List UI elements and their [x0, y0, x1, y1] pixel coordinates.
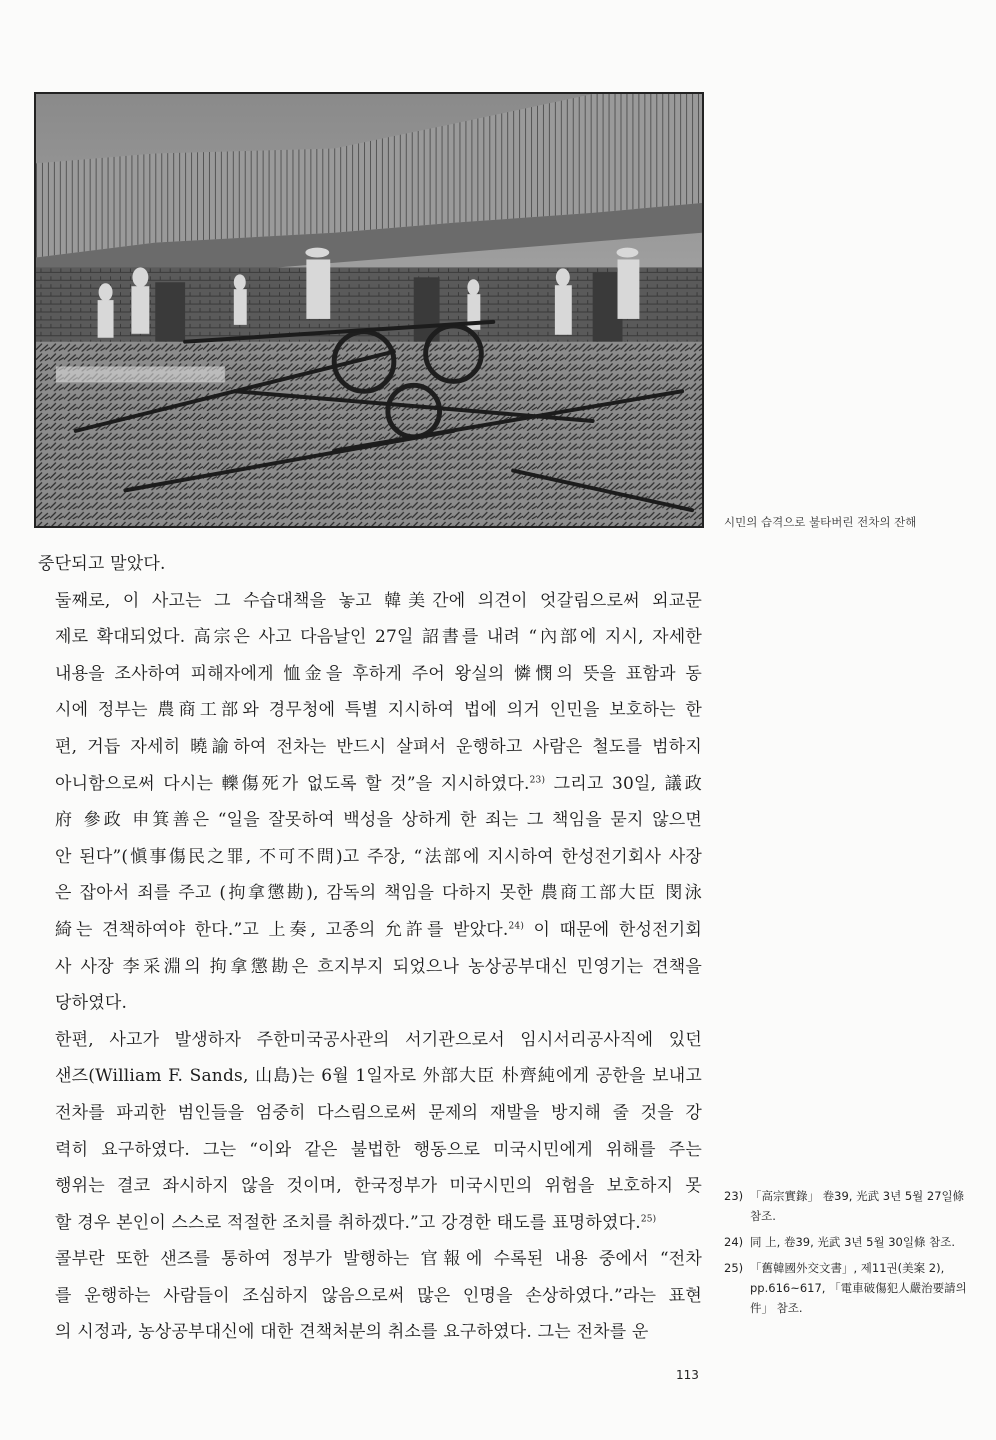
footnote-text: 「舊韓國外交文書」, 제11권(美案 2), pp.616~617, 「電車破傷犯人嚴治要請의 件」 참조.: [750, 1261, 967, 1315]
text-line: 전차를 파괴한 범인들을 엄중히 다스림으로써 문제의 재발을 방지해 줄 것을 강: [55, 1102, 702, 1123]
text-line: 한편, 사고가 발생하자 주한미국공사관의 서기관으로서 임시서리공사직에 있던: [55, 1029, 702, 1050]
body-paragraph: [38, 583, 702, 1022]
photo-caption: 시민의 습격으로 불타버린 전차의 잔해: [724, 515, 917, 529]
footnote-number: 24): [724, 1235, 744, 1249]
text-line: 행위는 결코 좌시하지 않을 것이며, 한국정부가 미국시민의 위험을 보호하지 못: [55, 1176, 702, 1197]
text-line: 사 사장 李采淵의 拘拿懲勘은 흐지부지 되었으나 농상공부대신 민영기는 견책을: [55, 956, 702, 977]
body-paragraph: [38, 1022, 702, 1242]
footnote: [724, 1232, 974, 1252]
text-segment: 할 경우 본인이 스스로 적절한 조치를 취하겠다.”고 강경한 태도를 표명하였다.: [55, 1212, 641, 1233]
text-line: 제로 확대되었다. 高宗은 사고 다음날인 27일 詔書를 내려 “內部에 지시, 자세한: [55, 627, 702, 648]
body-text: [38, 546, 702, 1351]
text-segment: 이 때문에 한성전기회: [524, 919, 702, 940]
text-line: 의 시정과, 농상공부대신에 대한 견책처분의 취소를 요구하였다. 그는 전차를 운: [55, 1322, 649, 1343]
photo-illustration: [36, 94, 702, 526]
text-line: 내용을 조사하여 피해자에게 恤金을 후하게 주어 왕실의 憐憫의 뜻을 표함과 동: [55, 663, 702, 684]
footnote-number: 23): [724, 1189, 744, 1203]
body-paragraph: [38, 1241, 702, 1351]
text-line: 력히 요구하였다. 그는 “이와 같은 불법한 행동으로 미국시민에게 위해를 주는: [55, 1139, 702, 1160]
text-line: 시에 정부는 農商工部와 경무청에 특별 지시하여 법에 의거 인민을 보호하는 한: [55, 700, 702, 721]
footnote: [724, 1258, 974, 1318]
text-line: [38, 1205, 702, 1242]
text-line: [38, 912, 702, 949]
footnote-ref: 24): [508, 921, 525, 932]
footnote-ref: 25): [640, 1214, 657, 1225]
text-segment: 그리고 30일, 議政: [545, 773, 702, 794]
text-line: 를 운행하는 사람들이 조심하지 않음으로써 많은 인명을 손상하였다.”라는 표현: [55, 1285, 702, 1306]
footnotes: [724, 1186, 974, 1324]
text-line: [38, 766, 702, 803]
text-segment: 아니함으로써 다시는 轢傷死가 없도록 할 것”을 지시하였다.: [55, 773, 530, 794]
text-line: 府 參政 申箕善은 “일을 잘못하여 백성을 상하게 한 죄는 그 책임을 묻지 않으면: [55, 810, 702, 831]
text-line: 샌즈(William F. Sands, 山島)는 6월 1일자로 外部大臣 朴齊純에게 공한을 보내고: [55, 1066, 702, 1087]
text-line: 은 잡아서 죄를 주고 (拘拿懲勘), 감독의 책임을 다하지 못한 農商工部大臣 閔泳: [55, 883, 702, 904]
text-line: 편, 거듭 자세히 曉諭하여 전차는 반드시 살펴서 운행하고 사람은 철도를 범하지: [55, 736, 702, 757]
footnote: [724, 1186, 974, 1226]
tram-wreckage-photo: [34, 92, 704, 528]
text-line: 안 된다”(愼事傷民之罪, 不可不問)고 주장, “法部에 지시하여 한성전기회사 사장: [55, 846, 702, 867]
footnote-text: 同 上, 卷39, 光武 3년 5월 30일條 참조.: [750, 1235, 955, 1249]
text-line: 콜부란 또한 샌즈를 통하여 정부가 발행하는 官報에 수록된 내용 중에서 “전차: [55, 1249, 702, 1270]
footnote-ref: 23): [529, 774, 546, 785]
text-segment: 綺는 견책하여야 한다.”고 上奏, 고종의 允許를 받았다.: [55, 919, 509, 940]
text-line: 둘째로, 이 사고는 그 수습대책을 놓고 韓美간에 의견이 엇갈림으로써 외교문: [55, 590, 702, 611]
footnote-number: 25): [724, 1261, 744, 1275]
footnote-text: 「高宗實錄」 卷39, 光武 3년 5월 27일條 참조.: [750, 1189, 965, 1223]
page-number: 113: [676, 1368, 699, 1382]
text-line: 중단되고 말았다.: [38, 554, 166, 574]
text-line: 당하였다.: [55, 993, 128, 1014]
body-paragraph: [38, 546, 702, 583]
